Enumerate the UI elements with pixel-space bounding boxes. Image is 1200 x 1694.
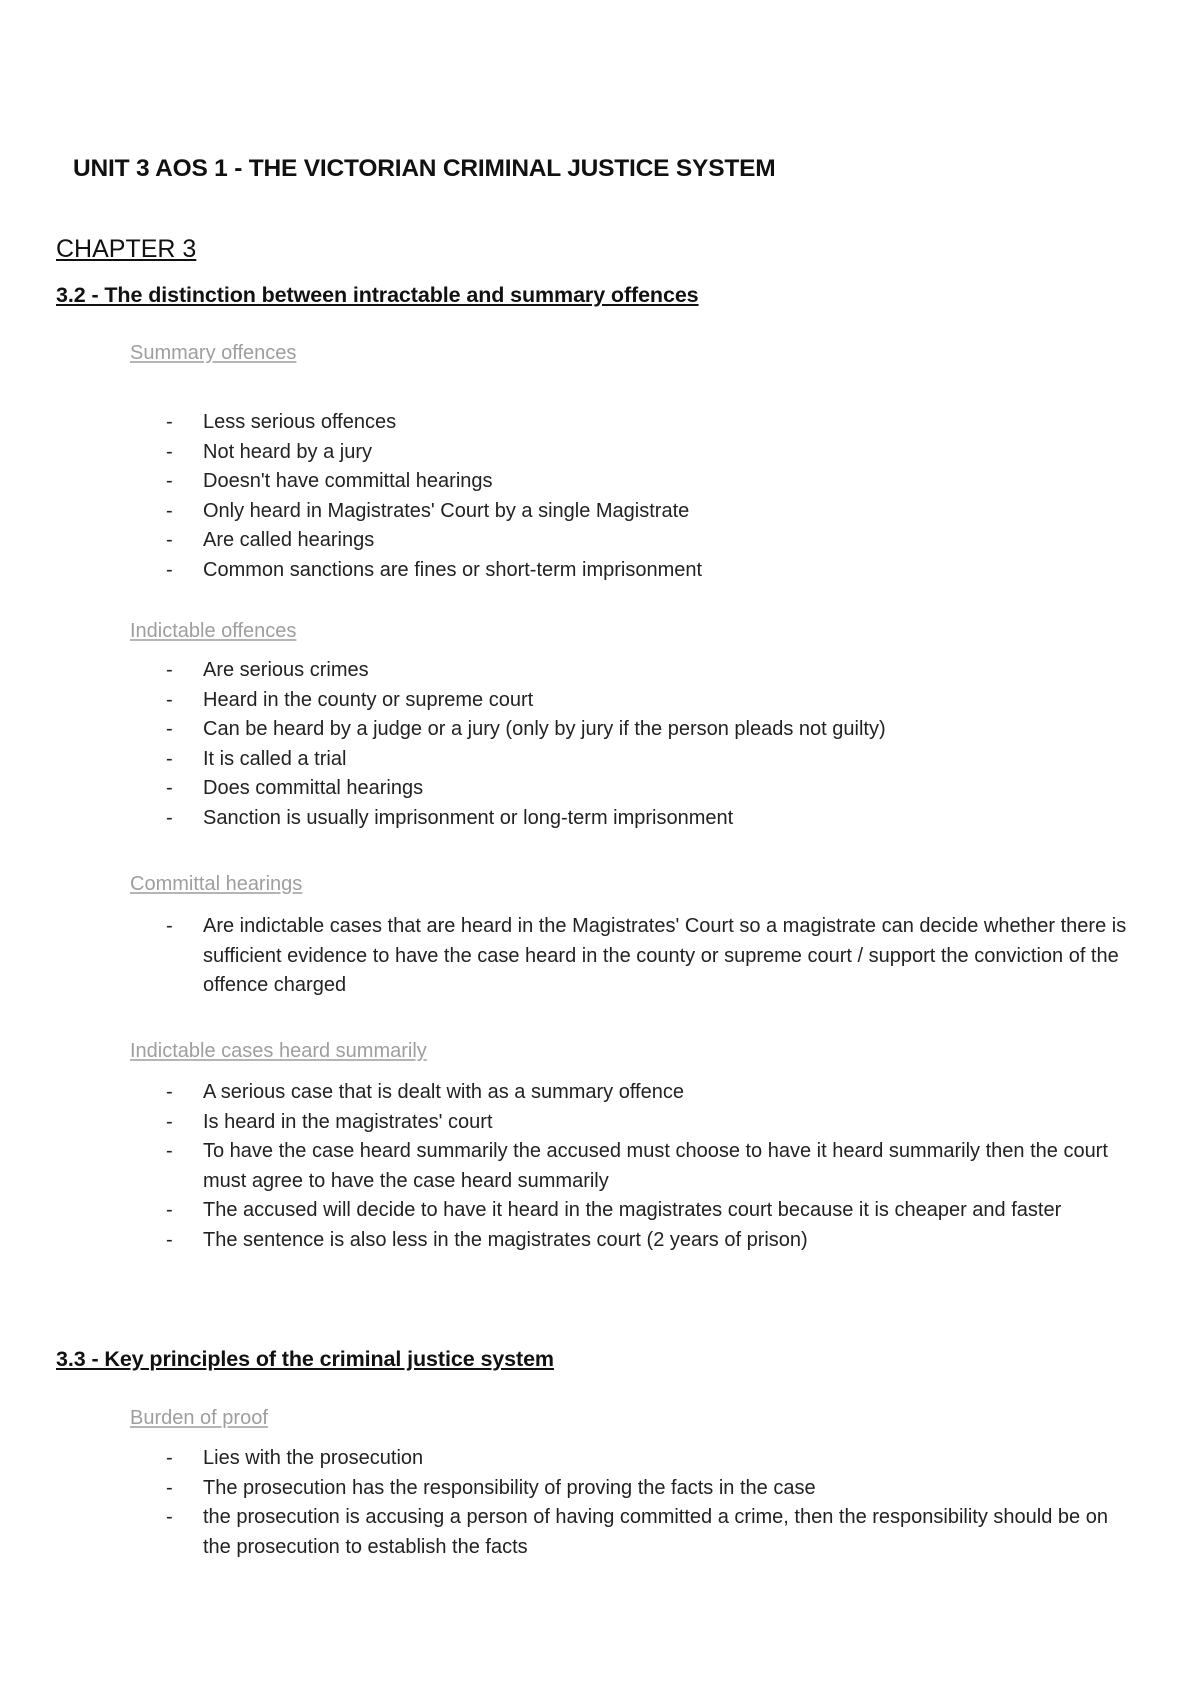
chapter-heading: CHAPTER 3	[56, 235, 197, 263]
bullet-dash: -	[166, 1199, 173, 1221]
bullet-dash: -	[166, 1506, 173, 1528]
bullet-list-burden-of-proof	[0, 1444, 1200, 1562]
bullet-dash: -	[166, 470, 173, 492]
bullet-text: Heard in the county or supreme court	[203, 688, 534, 711]
list-item	[0, 745, 1133, 775]
bullet-text: Not heard by a jury	[203, 440, 372, 463]
list-item	[0, 556, 1133, 586]
bullet-dash: -	[166, 1140, 173, 1162]
bullet-text: The prosecution has the responsibility of proving the facts in the case	[203, 1476, 816, 1499]
bullet-dash: -	[166, 1447, 173, 1469]
list-item	[0, 467, 1133, 497]
bullet-dash: -	[166, 1110, 173, 1133]
list-item	[0, 1196, 1133, 1226]
subheading-indictable-cases-heard-summarily: Indictable cases heard summarily	[130, 1040, 427, 1062]
bullet-text: Less serious offences	[203, 411, 397, 433]
bullet-dash: -	[166, 747, 173, 770]
bullet-dash: -	[166, 659, 173, 681]
bullet-dash: -	[166, 915, 173, 937]
subheading-indictable-offences: Indictable offences	[130, 620, 297, 642]
bullet-dash: -	[166, 499, 173, 522]
bullet-text: Sanction is usually imprisonment or long-term imprisonment	[203, 806, 734, 829]
document-title: UNIT 3 AOS 1 - THE VICTORIAN CRIMINAL JUSTICE SYSTEM	[73, 155, 776, 182]
bullet-text: The sentence is also less in the magistrates court (2 years of prison)	[203, 1228, 808, 1251]
list-item	[0, 1108, 1133, 1138]
bullet-text: Does committal hearings	[203, 777, 424, 799]
list-item	[0, 438, 1133, 468]
bullet-text: To have the case heard summarily the accused must choose to have it heard summarily then the court must agree to have the case heard summarily	[203, 1140, 1108, 1192]
bullet-text: Common sanctions are fines or short-term imprisonment	[203, 558, 703, 581]
section-heading-3-2: 3.2 - The distinction between intractable and summary offences	[56, 283, 699, 307]
subheading-committal-hearings: Committal hearings	[130, 873, 303, 895]
bullet-dash: -	[166, 529, 173, 551]
list-item	[0, 526, 1133, 556]
bullet-dash: -	[166, 688, 173, 711]
bullet-dash: -	[166, 1476, 173, 1499]
bullet-text: Lies with the prosecution	[203, 1447, 424, 1469]
subheading-summary-offences: Summary offences	[130, 342, 297, 364]
bullet-text: Are serious crimes	[203, 659, 369, 681]
bullet-list-indictable-offences	[0, 656, 1200, 833]
bullet-text: Can be heard by a judge or a jury (only by jury if the person pleads not guilty)	[203, 718, 886, 740]
subheading-burden-of-proof: Burden of proof	[130, 1407, 268, 1429]
bullet-text: The accused will decide to have it heard in the magistrates court because it is cheaper and faster	[203, 1199, 1062, 1221]
bullet-dash: -	[166, 440, 173, 463]
list-item	[0, 686, 1133, 716]
list-item	[0, 1474, 1133, 1504]
section-heading-3-3: 3.3 - Key principles of the criminal justice system	[56, 1347, 554, 1371]
bullet-dash: -	[166, 1228, 173, 1251]
bullet-dash: -	[166, 558, 173, 581]
bullet-dash: -	[166, 411, 173, 433]
bullet-list-indictable-cases-heard-summarily	[0, 1078, 1200, 1255]
bullet-text: It is called a trial	[203, 747, 347, 770]
list-item	[0, 1444, 1133, 1474]
bullet-list-committal-hearings	[0, 912, 1200, 1001]
bullet-text: Are called hearings	[203, 529, 375, 551]
bullet-dash: -	[166, 777, 173, 799]
list-item	[0, 774, 1133, 804]
list-item	[0, 1226, 1133, 1256]
bullet-dash: -	[166, 718, 173, 740]
list-item	[0, 912, 1133, 1001]
list-item	[0, 497, 1133, 527]
list-item	[0, 1137, 1133, 1196]
bullet-text: the prosecution is accusing a person of having committed a crime, then the responsibility should be on the prosecution to establish the facts	[203, 1506, 1108, 1558]
bullet-list-summary-offences	[0, 408, 1200, 585]
bullet-text: A serious case that is dealt with as a summary offence	[203, 1081, 684, 1103]
list-item	[0, 1078, 1133, 1108]
bullet-text: Doesn't have committal hearings	[203, 470, 493, 492]
bullet-text: Only heard in Magistrates' Court by a single Magistrate	[203, 499, 690, 522]
list-item	[0, 1503, 1133, 1562]
bullet-text: Is heard in the magistrates' court	[203, 1110, 493, 1133]
list-item	[0, 656, 1133, 686]
list-item	[0, 804, 1133, 834]
bullet-dash: -	[166, 806, 173, 829]
bullet-dash: -	[166, 1081, 173, 1103]
list-item	[0, 408, 1133, 438]
bullet-text: Are indictable cases that are heard in the Magistrates' Court so a magistrate can decide whether there is sufficient evidence to have the case heard in the county or supreme court / support the conviction of the offence charged	[203, 915, 1127, 996]
list-item	[0, 715, 1133, 745]
